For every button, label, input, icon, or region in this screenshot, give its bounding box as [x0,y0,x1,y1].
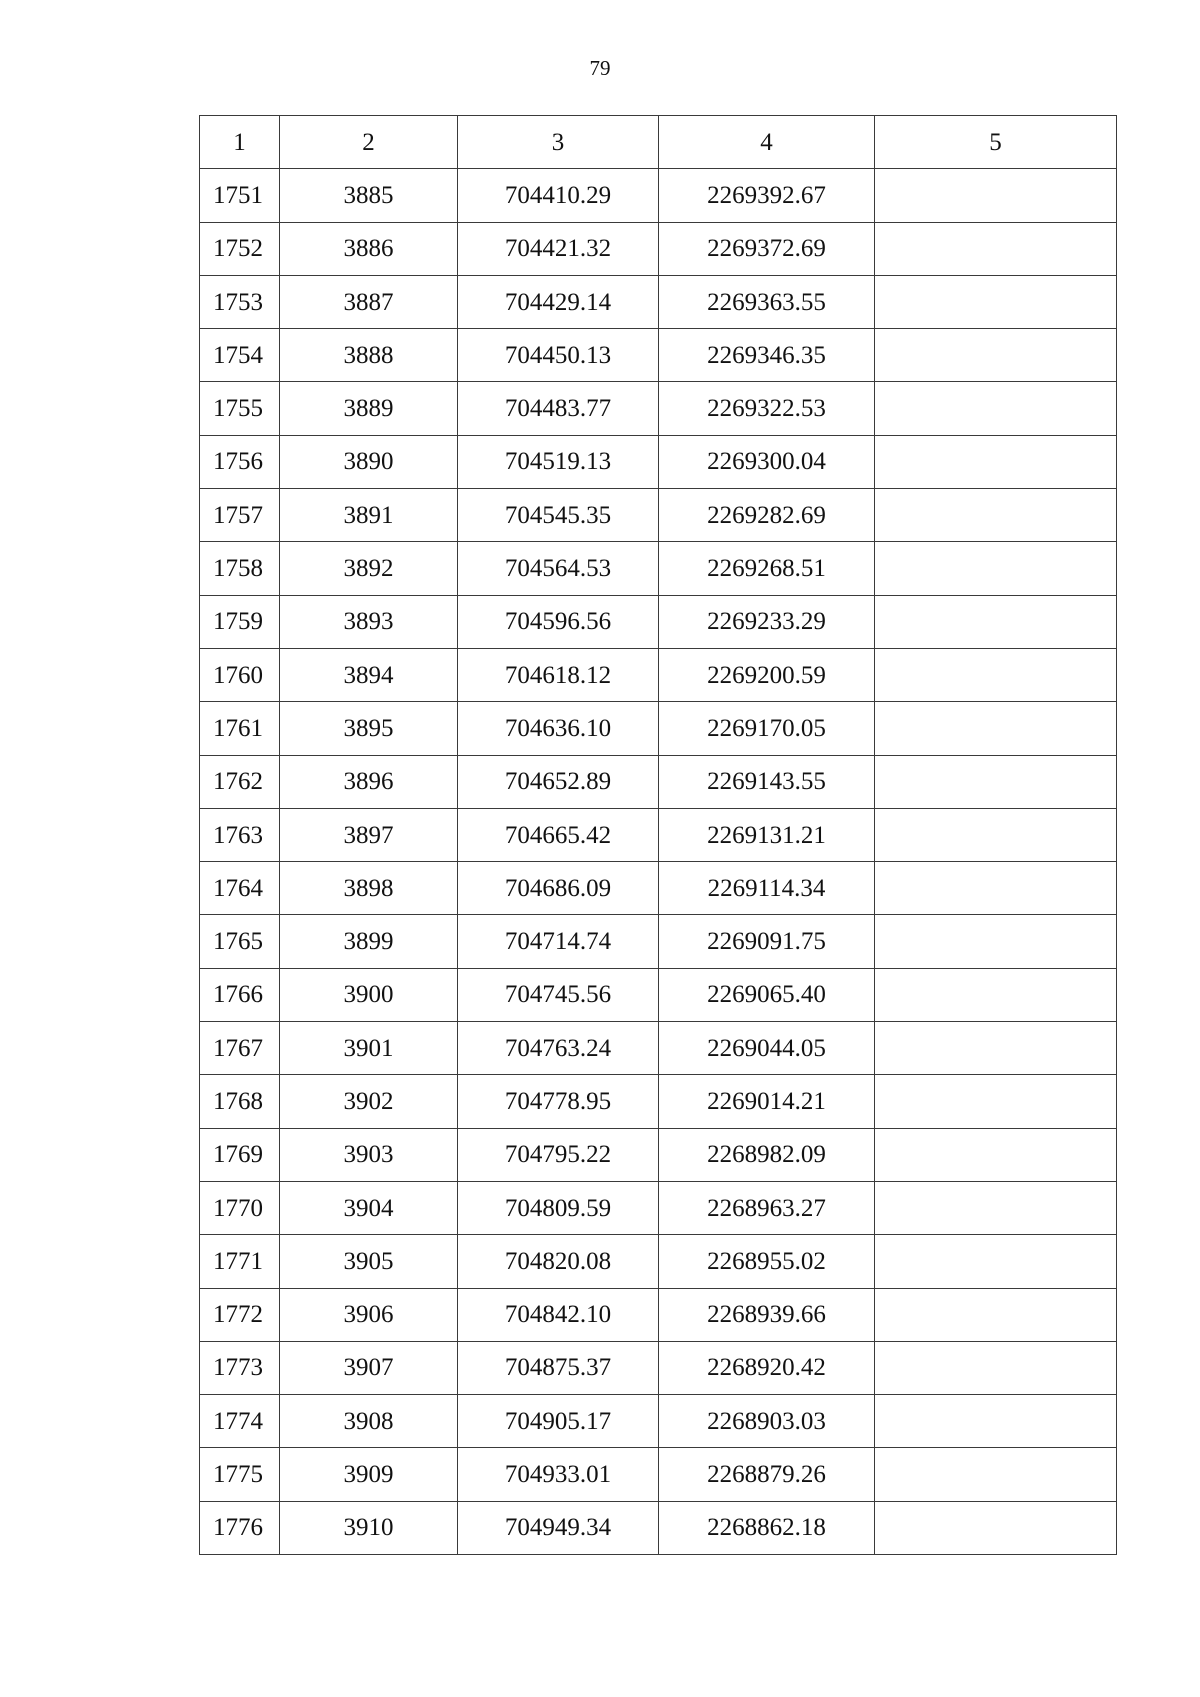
table-body [200,169,1117,1555]
table-cell: 2269392.67 [659,169,875,222]
table-cell [875,1128,1117,1181]
table-cell [875,222,1117,275]
table-cell: 3900 [280,968,458,1021]
table-cell: 3908 [280,1395,458,1448]
table-row [200,1235,1117,1288]
table-cell: 1767 [200,1022,280,1075]
table-cell: 3887 [280,275,458,328]
table-cell: 2269014.21 [659,1075,875,1128]
table-cell: 1752 [200,222,280,275]
table-row [200,915,1117,968]
table-cell: 1753 [200,275,280,328]
table-row [200,329,1117,382]
header-cell: 3 [458,116,659,169]
table-cell: 3893 [280,595,458,648]
header-cell: 2 [280,116,458,169]
table-cell: 1766 [200,968,280,1021]
table-cell: 2269200.59 [659,648,875,701]
table-cell: 1758 [200,542,280,595]
table-row [200,1288,1117,1341]
table-row [200,489,1117,542]
table-cell [875,1288,1117,1341]
table-cell: 704809.59 [458,1181,659,1234]
table-cell: 1776 [200,1501,280,1554]
table-cell: 3886 [280,222,458,275]
table-cell: 2269091.75 [659,915,875,968]
table-cell: 704933.01 [458,1448,659,1501]
table-cell: 3885 [280,169,458,222]
table-cell: 3888 [280,329,458,382]
table-cell: 1759 [200,595,280,648]
table-cell: 2268862.18 [659,1501,875,1554]
table-cell: 3890 [280,435,458,488]
table-cell: 704686.09 [458,862,659,915]
table-cell: 2269143.55 [659,755,875,808]
header-cell: 5 [875,116,1117,169]
table-cell [875,435,1117,488]
table-cell: 704778.95 [458,1075,659,1128]
table-cell [875,595,1117,648]
table-row [200,169,1117,222]
table-cell [875,755,1117,808]
table-cell [875,808,1117,861]
table-cell: 704875.37 [458,1341,659,1394]
header-cell: 4 [659,116,875,169]
table-cell: 704763.24 [458,1022,659,1075]
table-cell: 3904 [280,1181,458,1234]
table-cell [875,1448,1117,1501]
table-cell: 1762 [200,755,280,808]
table-cell: 704410.29 [458,169,659,222]
table-cell: 704842.10 [458,1288,659,1341]
table-cell: 3901 [280,1022,458,1075]
table-row [200,862,1117,915]
table-cell: 1770 [200,1181,280,1234]
table-cell: 1764 [200,862,280,915]
table-cell: 704483.77 [458,382,659,435]
table-cell: 1755 [200,382,280,435]
table-cell: 3906 [280,1288,458,1341]
table-cell: 2269282.69 [659,489,875,542]
table-cell: 704745.56 [458,968,659,1021]
table-cell: 3895 [280,702,458,755]
table-cell: 3899 [280,915,458,968]
table-cell: 1760 [200,648,280,701]
table-cell: 704429.14 [458,275,659,328]
table-cell: 2269363.55 [659,275,875,328]
table-row [200,755,1117,808]
table-cell: 2268963.27 [659,1181,875,1234]
table-cell: 3910 [280,1501,458,1554]
table-cell: 1757 [200,489,280,542]
table-cell: 1769 [200,1128,280,1181]
table-cell [875,1181,1117,1234]
table-row [200,435,1117,488]
table-row [200,968,1117,1021]
table-cell: 3907 [280,1341,458,1394]
table-cell: 704636.10 [458,702,659,755]
table-cell: 704905.17 [458,1395,659,1448]
table-cell [875,1235,1117,1288]
table-cell [875,169,1117,222]
table-cell: 3909 [280,1448,458,1501]
table-row [200,648,1117,701]
table-cell: 704949.34 [458,1501,659,1554]
table-cell: 3905 [280,1235,458,1288]
table-cell: 2269300.04 [659,435,875,488]
table-cell: 1768 [200,1075,280,1128]
table-cell: 704545.35 [458,489,659,542]
table-cell: 704714.74 [458,915,659,968]
table-cell: 2269044.05 [659,1022,875,1075]
table-cell [875,489,1117,542]
table-cell: 704795.22 [458,1128,659,1181]
table-cell: 3898 [280,862,458,915]
table-row [200,542,1117,595]
table-cell [875,648,1117,701]
table-cell: 2269065.40 [659,968,875,1021]
table-cell: 1772 [200,1288,280,1341]
table-cell: 2269114.34 [659,862,875,915]
table-cell: 2268939.66 [659,1288,875,1341]
table-cell: 2268879.26 [659,1448,875,1501]
table-row [200,1501,1117,1554]
table-row [200,222,1117,275]
table-cell [875,915,1117,968]
table-cell [875,329,1117,382]
table-row [200,1395,1117,1448]
header-row [200,116,1117,169]
table-cell: 2268903.03 [659,1395,875,1448]
table-row [200,382,1117,435]
table-header [200,116,1117,169]
table-cell: 1754 [200,329,280,382]
table-cell [875,862,1117,915]
table-cell: 2269170.05 [659,702,875,755]
table-cell: 1761 [200,702,280,755]
table-cell: 3896 [280,755,458,808]
table-cell: 2269131.21 [659,808,875,861]
table-cell: 3897 [280,808,458,861]
table-cell: 1771 [200,1235,280,1288]
table-cell: 1763 [200,808,280,861]
table-row [200,702,1117,755]
table-cell [875,1501,1117,1554]
table-row [200,1341,1117,1394]
table-row [200,1022,1117,1075]
page-number: 79 [589,56,611,80]
table-row [200,595,1117,648]
table-cell: 1775 [200,1448,280,1501]
table-cell [875,968,1117,1021]
table-cell: 2268955.02 [659,1235,875,1288]
table-cell [875,1075,1117,1128]
table-cell: 3889 [280,382,458,435]
table-cell: 704820.08 [458,1235,659,1288]
table-row [200,275,1117,328]
table-cell: 1751 [200,169,280,222]
table-cell: 1765 [200,915,280,968]
table-cell [875,702,1117,755]
table-cell: 704652.89 [458,755,659,808]
table-cell: 2269372.69 [659,222,875,275]
table-cell: 3892 [280,542,458,595]
table-cell: 704618.12 [458,648,659,701]
table-cell: 704596.56 [458,595,659,648]
table-cell: 1756 [200,435,280,488]
table-row [200,1075,1117,1128]
table-cell: 3894 [280,648,458,701]
table-cell [875,542,1117,595]
table-cell: 2269268.51 [659,542,875,595]
table-cell: 2269233.29 [659,595,875,648]
table-row [200,1448,1117,1501]
table-cell: 2268920.42 [659,1341,875,1394]
table-cell: 3903 [280,1128,458,1181]
table-cell: 704421.32 [458,222,659,275]
table-cell: 2269322.53 [659,382,875,435]
table-cell: 2269346.35 [659,329,875,382]
table-cell [875,275,1117,328]
header-cell: 1 [200,116,280,169]
table-cell: 704450.13 [458,329,659,382]
table-cell [875,1395,1117,1448]
table-cell [875,1341,1117,1394]
table-cell: 3891 [280,489,458,542]
table-cell [875,382,1117,435]
table-cell: 704564.53 [458,542,659,595]
table-cell: 704665.42 [458,808,659,861]
table-cell [875,1022,1117,1075]
table-cell: 704519.13 [458,435,659,488]
table-cell: 3902 [280,1075,458,1128]
table-cell: 1774 [200,1395,280,1448]
table-row [200,1181,1117,1234]
table-cell: 2268982.09 [659,1128,875,1181]
table-row [200,1128,1117,1181]
table-cell: 1773 [200,1341,280,1394]
table-row [200,808,1117,861]
coordinates-table [199,115,1117,1555]
